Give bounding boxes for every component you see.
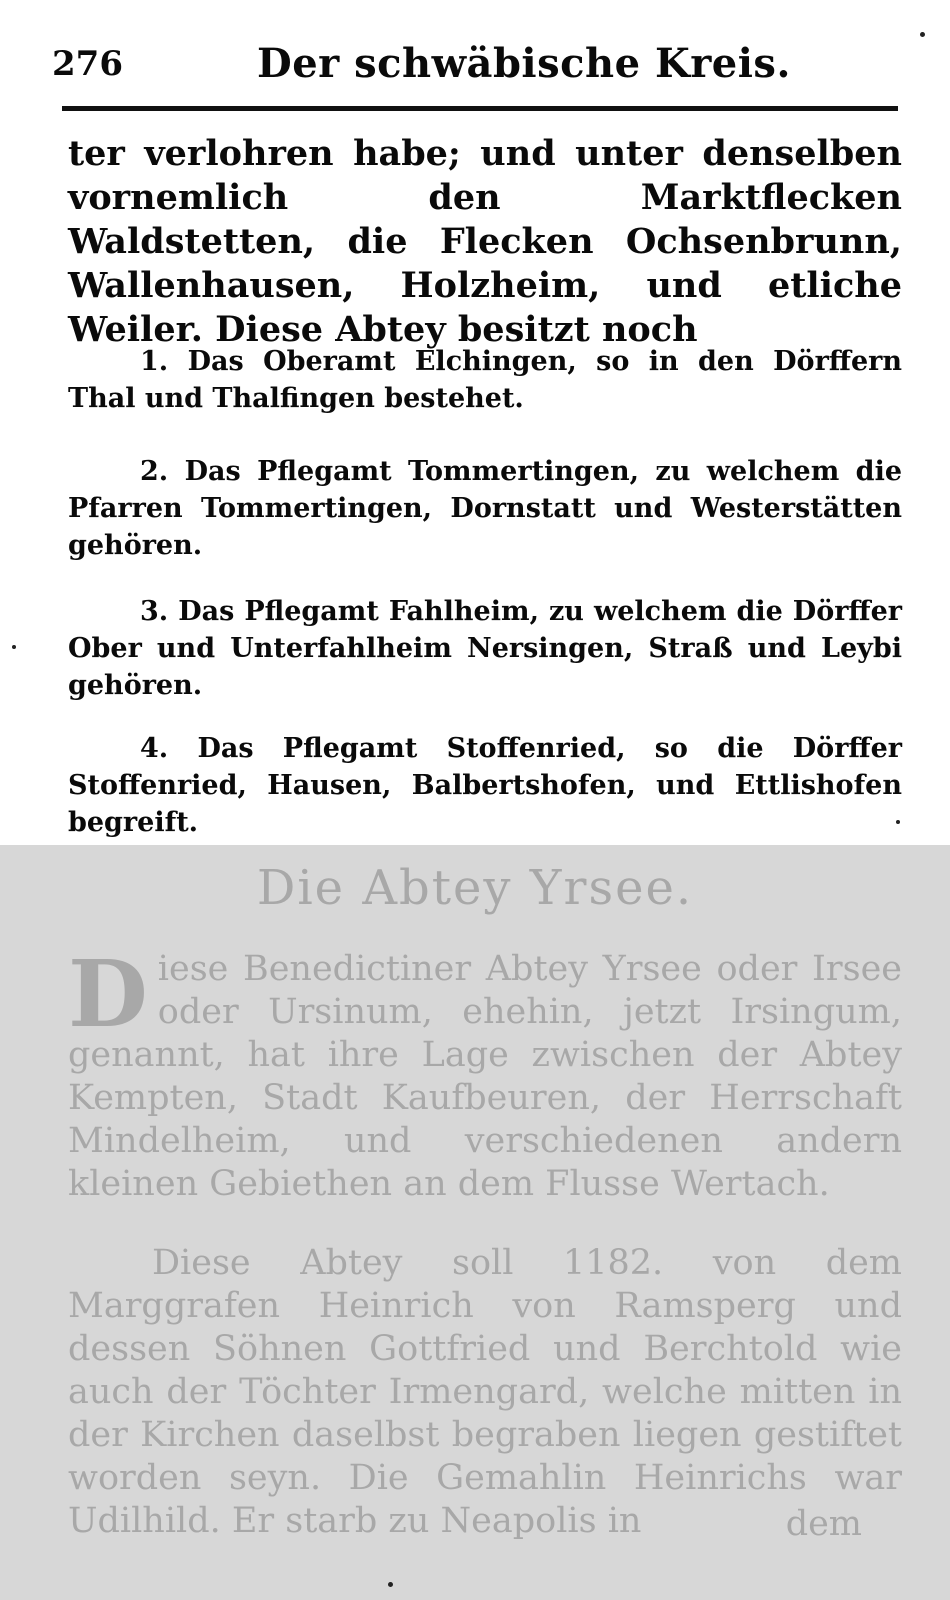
ink-speck (12, 645, 16, 649)
paragraph-text: iese Benedictiner Abtey Yrsee oder Irsee oder Ursinum, ehehin, jetzt Irsingum, genannt, hat ihre Lage zwischen der Abtey Kempten, Stadt Kaufbeuren, der Herrschaft Mindelheim, und verschiedenen andern kleinen Gebiethen an dem Flusse Wertach. (68, 949, 902, 1204)
section-title: Die Abtey Yrsee. (256, 860, 694, 916)
list-item: 1. Das Oberamt Elchingen, so in den Dörffern Thal und Thalfingen bestehet. (68, 346, 902, 414)
drop-cap: D (68, 940, 148, 1048)
running-head (52, 40, 902, 90)
section-paragraph-1 (68, 940, 902, 1206)
page-title: Der schwäbische Kreis. (257, 40, 791, 87)
ink-speck (388, 1582, 393, 1587)
main-paragraph: ter verlohren habe; und unter denselben vornemlich den Marktflecken Waldstetten, die Flecken Ochsenbrunn, Wallenhausen, Holzheim, und etliche Weiler. Diese Abtey besitzt noch (68, 133, 902, 350)
section-paragraph-2: Diese Abtey soll 1182. von dem Marggrafen Heinrich von Ramsperg und dessen Söhnen Gottfried und Berchtold wie auch der Töchter Irmengard, welche mitten in der Kirchen daselbst begraben liegen gestiftet worden seyn. Die Gemahlin Heinrichs war Udilhild. Er starb zu Neapolis in (68, 1243, 902, 1541)
catchword: dem (785, 1504, 862, 1544)
page-number: 276 (52, 44, 123, 84)
list-item: 3. Das Pflegamt Fahlheim, zu welchem die Dörffer Ober und Unterfahlheim Nersingen, Straß und Leybi gehören. (68, 596, 902, 701)
ink-speck (920, 32, 925, 37)
header-rule (62, 106, 898, 111)
list-item: 4. Das Pflegamt Stoffenried, so die Dörffer Stoffenried, Hausen, Balbertshofen, und Ettlishofen begreift. (68, 733, 902, 838)
ink-speck (896, 820, 900, 824)
list-item: 2. Das Pflegamt Tommertingen, zu welchem die Pfarren Tommertingen, Dornstatt und Westerstätten gehören. (68, 456, 902, 561)
